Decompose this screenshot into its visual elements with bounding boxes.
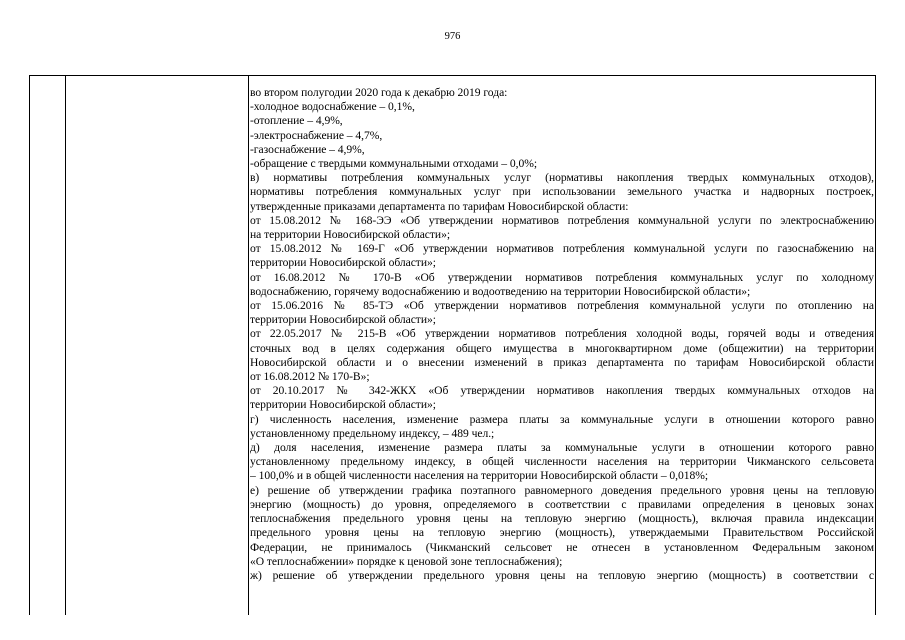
text-line: сточных вод в целях содержания общего имущества в многоквартирном доме (общежитии) на территории — [250, 341, 874, 355]
text-line: г) численность населения, изменение размера платы за коммунальные услуги в отношении которого равно — [250, 412, 874, 426]
text-line: -электроснабжение – 4,7%, — [250, 128, 383, 142]
text-line: энергию (мощность) до уровня, определяемого в соответствии с правилами определения в ценовых зонах — [250, 497, 874, 511]
text-line: в) нормативы потребления коммунальных услуг (нормативы накопления твердых коммунальных отходов), — [250, 171, 874, 185]
text-line: установленному предельному индексу, в общей численности населения на территории Чикманского сельсовета — [250, 455, 874, 469]
text-line: во втором полугодии 2020 года к декабрю 2019 года: — [250, 86, 508, 99]
page-number: 976 — [444, 31, 461, 42]
text-line: водоснабжению, горячему водоснабжению и водоотведению на территории Новосибирской области»; — [250, 284, 751, 298]
text-line: теплоснабжения предельного уровня цены на тепловую энергию (мощность), включая правила индексации — [250, 512, 874, 526]
text-line: от 16.08.2012 № 170-В»; — [250, 370, 370, 384]
text-line: -холодное водоснабжение – 0,1%, — [250, 100, 415, 114]
text-line: Федерации, не принималось (Чикманский сельсовет не отнесен в установленном Федеральным законом — [250, 540, 874, 554]
text-line: от 15.08.2012 № 168-ЭЭ «Об утверждении нормативов потребления коммунальной услуги по электроснабжению — [250, 213, 874, 227]
text-line: нормативы потребления коммунальных услуг при использовании земельного участка и надворных построек, — [250, 185, 874, 199]
text-line: на территории Новосибирской области»; — [250, 228, 450, 242]
text-line: д) доля населения, изменение размера платы за коммунальные услуги в отношении которого равно — [250, 441, 874, 455]
text-line: от 16.08.2012 № 170-В «Об утверждении нормативов потребления коммунальных услуг по холодному — [250, 270, 874, 284]
text-line: от 22.05.2017 № 215-В «Об утверждении нормативов потребления холодной воды, горячей воды и отведения — [250, 327, 874, 341]
text-line: от 15.06.2016 № 85-ТЭ «Об утверждении нормативов потребления коммунальной услуги по отоплению на — [250, 299, 874, 313]
text-line: -обращение с твердыми коммунальными отходами – 0,0%; — [250, 157, 537, 171]
text-line: Новосибирской области и о внесении изменений в приказ департамента по тарифам Новосибирской области — [250, 355, 874, 369]
text-line: территории Новосибирской области»; — [250, 313, 436, 327]
text-line: от 20.10.2017 № 342-ЖКХ «Об утверждении нормативов накопления твердых коммунальных отходов на — [250, 384, 874, 398]
text-line: ж) решение об утверждении предельного уровня цены на тепловую энергию (мощность) в соответствии с — [250, 568, 874, 582]
text-line: территории Новосибирской области»; — [250, 398, 436, 412]
column-divider-1 — [65, 76, 66, 615]
text-line: е) решение об утверждении графика поэтапного равномерного доведения предельного уровня цены на тепловую — [250, 483, 874, 497]
text-line: – 100,0% и в общей численности населения на территории Новосибирской области – 0,018%; — [250, 469, 709, 483]
text-line: предельного уровня цены на тепловую энергию (мощность), утверждаемыми Правительством Российской — [250, 526, 874, 540]
text-line: «О теплоснабжении» порядке к ценовой зоне теплоснабжения); — [250, 554, 563, 568]
text-line: -отопление – 4,9%, — [250, 114, 343, 128]
document-table — [29, 75, 876, 615]
text-line: установленному предельному индексу, – 489 чел.; — [250, 426, 495, 440]
text-line: от 15.08.2012 № 169-Г «Об утверждении нормативов потребления коммунальной услуги по газоснабжению на — [250, 242, 874, 256]
text-line: утвержденные приказами департамента по тарифам Новосибирской области: — [250, 199, 629, 213]
text-line: территории Новосибирской области»; — [250, 256, 436, 270]
column-divider-2 — [248, 76, 249, 615]
table-text-cell — [250, 86, 874, 583]
text-line: -газоснабжение – 4,9%, — [250, 142, 365, 156]
